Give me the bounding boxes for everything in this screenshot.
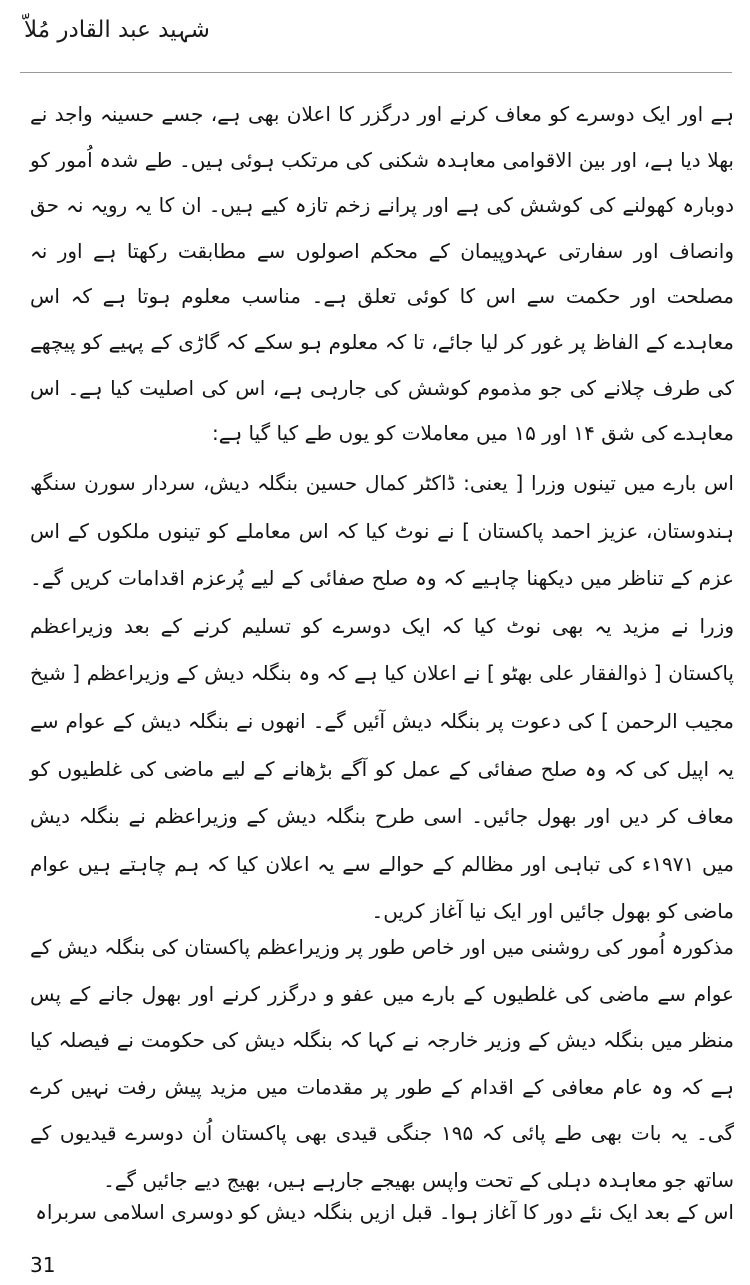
paragraph-treaty-intro: ہے اور ایک دوسرے کو معاف کرنے اور درگزر کا اعلان بھی ہے، جسے حسینہ واجد نے بھلا دیا ہے، اور بین الاقوامی معاہدہ شکنی کی مرتکب ہوئی ہیں۔ طے شدہ اُمور کو دوبارہ کھولنے کی کوشش کی ہے اور پرانے زخم تازہ کیے ہیں۔ ان کا یہ رویہ نہ حق وانصاف اور سفارتی عہدوپیمان کے محکم اصولوں سے مطابقت رکھتا ہے اور نہ مصلحت اور حکمت سے اس کا کوئی تعلق ہے۔ مناسب معلوم ہوتا ہے کہ اس معاہدے کے الفاظ پر غور کر لیا جائے، تا کہ معلوم ہو سکے کہ گاڑی کے پہیے کو پیچھے کی طرف چلانے کی جو مذموم کوشش کی جارہی ہے، اس کی اصلیت کیا ہے۔ اس معاہدے کی شق ۱۴ اور ۱۵ میں معاملات کو یوں طے کیا گیا ہے: — [30, 102, 734, 446]
running-header: شہید عبد القادر مُلاّ — [24, 17, 210, 43]
paragraph-amnesty: مذکورہ اُمور کی روشنی میں اور خاص طور پر وزیراعظم پاکستان کی بنگلہ دیش کے عوام سے ماضی کی غلطیوں کے بارے میں عفو و درگزر کرنے اور بھول جانے کے پس منظر میں بنگلہ دیش کے وزیر خارجہ نے کہا کہ بنگلہ دیش کی حکومت نے فیصلہ کیا ہے کہ وہ عام معافی کے اقدام کے طور پر مقدمات میں مزید پیش رفت نہیں کرے گی۔ یہ بات بھی طے پائی کہ ۱۹۵ جنگی قیدی بھی پاکستان اُن دوسرے قیدیوں کے ساتھ جو معاہدہ دہلی کے تحت واپس بھیجے جارہے ہیں، بھیج دیے جائیں گے۔ — [30, 935, 734, 1192]
paragraph-treaty-quote: اس بارے میں تینوں وزرا [ یعنی: ڈاکٹر کمال حسین بنگلہ دیش، سردار سورن سنگھ ہندوستان، عزیز احمد پاکستان ] نے نوٹ کیا کہ اس معاملے کو تینوں ملکوں کے اس عزم کے تناظر میں دیکھنا چاہیے کہ وہ صلح صفائی کے لیے پُرعزم اقدامات کریں گے۔ وزرا نے مزید یہ بھی نوٹ کیا کہ ایک دوسرے کو تسلیم کرنے کے بعد وزیراعظم پاکستان [ ذوالفقار علی بھٹو ] نے اعلان کیا ہے کہ وہ بنگلہ دیش کے وزیراعظم [ شیخ مجیب الرحمن ] کی دعوت پر بنگلہ دیش آئیں گے۔ انھوں نے بنگلہ دیش کے عوام سے یہ اپیل کی کہ وہ صلح صفائی کے عمل کو آگے بڑھانے کے لیے ماضی کی غلطیوں کو معاف کر دیں اور بھول جائیں۔ اسی طرح بنگلہ دیش کے وزیراعظم نے بنگلہ دیش میں ۱۹۷۱ء کی تباہی اور مظالم کے حوالے سے یہ اعلان کیا کہ ہم چاہتے ہیں عوام ماضی کو بھول جائیں اور ایک نیا آغاز کریں۔ — [30, 471, 734, 924]
page-number: 31 — [30, 1253, 56, 1277]
paragraph-new-era: اس کے بعد ایک نئے دور کا آغاز ہوا۔ قبل ازیں بنگلہ دیش کو دوسری اسلامی سربراہ — [35, 1200, 734, 1224]
header-rule — [20, 72, 732, 73]
